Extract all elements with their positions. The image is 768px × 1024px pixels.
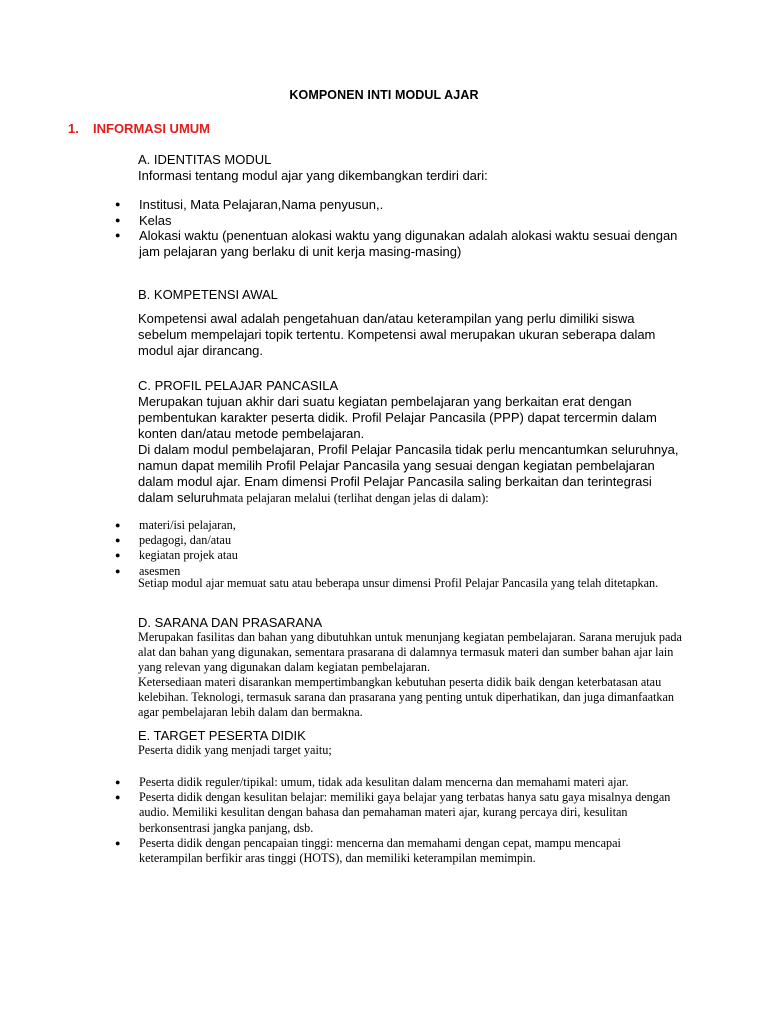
list-item: ● Peserta didik reguler/tipikal: umum, tidak ada kesulitan dalam mencerna dan memahami materi ajar. [115, 775, 629, 789]
bullet-icon: ● [115, 792, 121, 803]
target-block [138, 728, 683, 758]
target-intro: Peserta didik yang menjadi target yaitu; [138, 743, 332, 757]
kompetensi-text: Kompetensi awal adalah pengetahuan dan/atau keterampilan yang perlu dimiliki siswa sebelum mempelajari topik tertentu. Kompetensi awal merupakan ukuran seberapa dalam modul ajar dirancang. [138, 311, 656, 358]
bullet-icon: ● [115, 230, 121, 240]
profil-note: Setiap modul ajar memuat satu atau beberapa unsur dimensi Profil Pelajar Pancasila yang telah ditetapkan. [138, 576, 659, 590]
sarana-paragraph-2: Ketersediaan materi disarankan mempertimbangkan kebutuhan peserta didik baik dengan keterbatasan atau kelebihan. Teknologi, termasuk sarana dan prasarana yang penting untuk diperhatikan, dan juga dimanfaatkan agar pembelajaran lebih dalam dan bermakna. [138, 675, 675, 719]
kompetensi-heading: B. KOMPETENSI AWAL [138, 287, 278, 302]
profil-list [113, 518, 683, 579]
bullet-icon: ● [115, 520, 121, 530]
sarana-block [138, 615, 683, 720]
identitas-block [138, 152, 683, 184]
profil-heading: C. PROFIL PELAJAR PANCASILA [138, 378, 339, 393]
identitas-intro: Informasi tentang modul ajar yang dikembangkan terdiri dari: [138, 168, 488, 183]
list-item: ● Peserta didik dengan kesulitan belajar: memiliki gaya belajar yang terbatas hanya satu gaya misalnya dengan audio. Memiliki kesulitan dengan bahasa dan pemahaman materi ajar, kurang percaya diri, kesulitan berkonsentrasi jangka panjang, dsb. [115, 790, 671, 835]
list-item: ● kegiatan projek atau [115, 548, 238, 563]
list-item: ● Alokasi waktu (penentuan alokasi waktu yang digunakan adalah alokasi waktu sesuai dengan jam pelajaran yang berlaku di unit kerja masing-masing) [115, 228, 678, 259]
bullet-icon: ● [115, 565, 121, 576]
bullet-icon: ● [115, 535, 121, 546]
bullet-icon: ● [115, 199, 121, 209]
profil-paragraph-1: Merupakan tujuan akhir dari suatu kegiatan pembelajaran yang berkaitan erat dengan pembentukan karakter peserta didik. Profil Pelajar Pancasila (PPP) dapat tercermin dalam konten dan/atau metode pembelajaran. [138, 394, 657, 441]
sarana-heading: D. SARANA DAN PRASARANA [138, 615, 323, 630]
section-heading [68, 121, 210, 136]
kompetensi-block [138, 287, 683, 359]
list-item: ● materi/isi pelajaran, [115, 518, 236, 532]
profil-paragraph-2: Di dalam modul pembelajaran, Profil Pelajar Pancasila tidak perlu mencantumkan seluruhnya, namun dapat memilih Profil Pelajar Pancasila yang sesuai dengan kegiatan pembelajaran dalam modul ajar. Enam dimensi Profil Pelajar Pancasila saling berkaitan dan terintegrasi dalam seluruhmata pelajaran melalui (terlihat dengan jelas di dalam): [138, 442, 679, 505]
list-item: ● pedagogi, dan/atau [115, 533, 232, 548]
list-item: ● Kelas [115, 212, 172, 228]
identitas-list [113, 197, 683, 259]
profil-block [138, 378, 683, 506]
sarana-paragraph-1: Merupakan fasilitas dan bahan yang dibutuhkan untuk menunjang kegiatan pembelajaran. Sarana merujuk pada alat dan bahan yang digunakan, sementara prasarana di dalamnya termasuk materi dan sumber bahan ajar lain yang relevan yang digunakan dalam kegiatan pembelajaran. [138, 630, 682, 674]
bullet-icon: ● [115, 214, 121, 225]
section-number: 1. [68, 121, 79, 136]
list-item: ● Institusi, Mata Pelajaran,Nama penyusun,. [115, 197, 384, 212]
list-item: ● asesmen [115, 563, 181, 578]
identitas-heading: A. IDENTITAS MODUL [138, 152, 272, 167]
bullet-icon: ● [115, 837, 121, 848]
document-title: KOMPONEN INTI MODUL AJAR [289, 88, 479, 102]
bullet-icon: ● [115, 777, 121, 787]
list-item: ● Peserta didik dengan pencapaian tinggi: mencerna dan memahami dengan cepat, mampu mencapai keterampilan berfikir aras tinggi (HOTS), dan memiliki keterampilan memimpin. [115, 835, 621, 866]
section-label: INFORMASI UMUM [93, 121, 210, 136]
target-heading: E. TARGET PESERTA DIDIK [138, 728, 306, 743]
bullet-icon: ● [115, 550, 121, 561]
target-list [113, 775, 683, 866]
